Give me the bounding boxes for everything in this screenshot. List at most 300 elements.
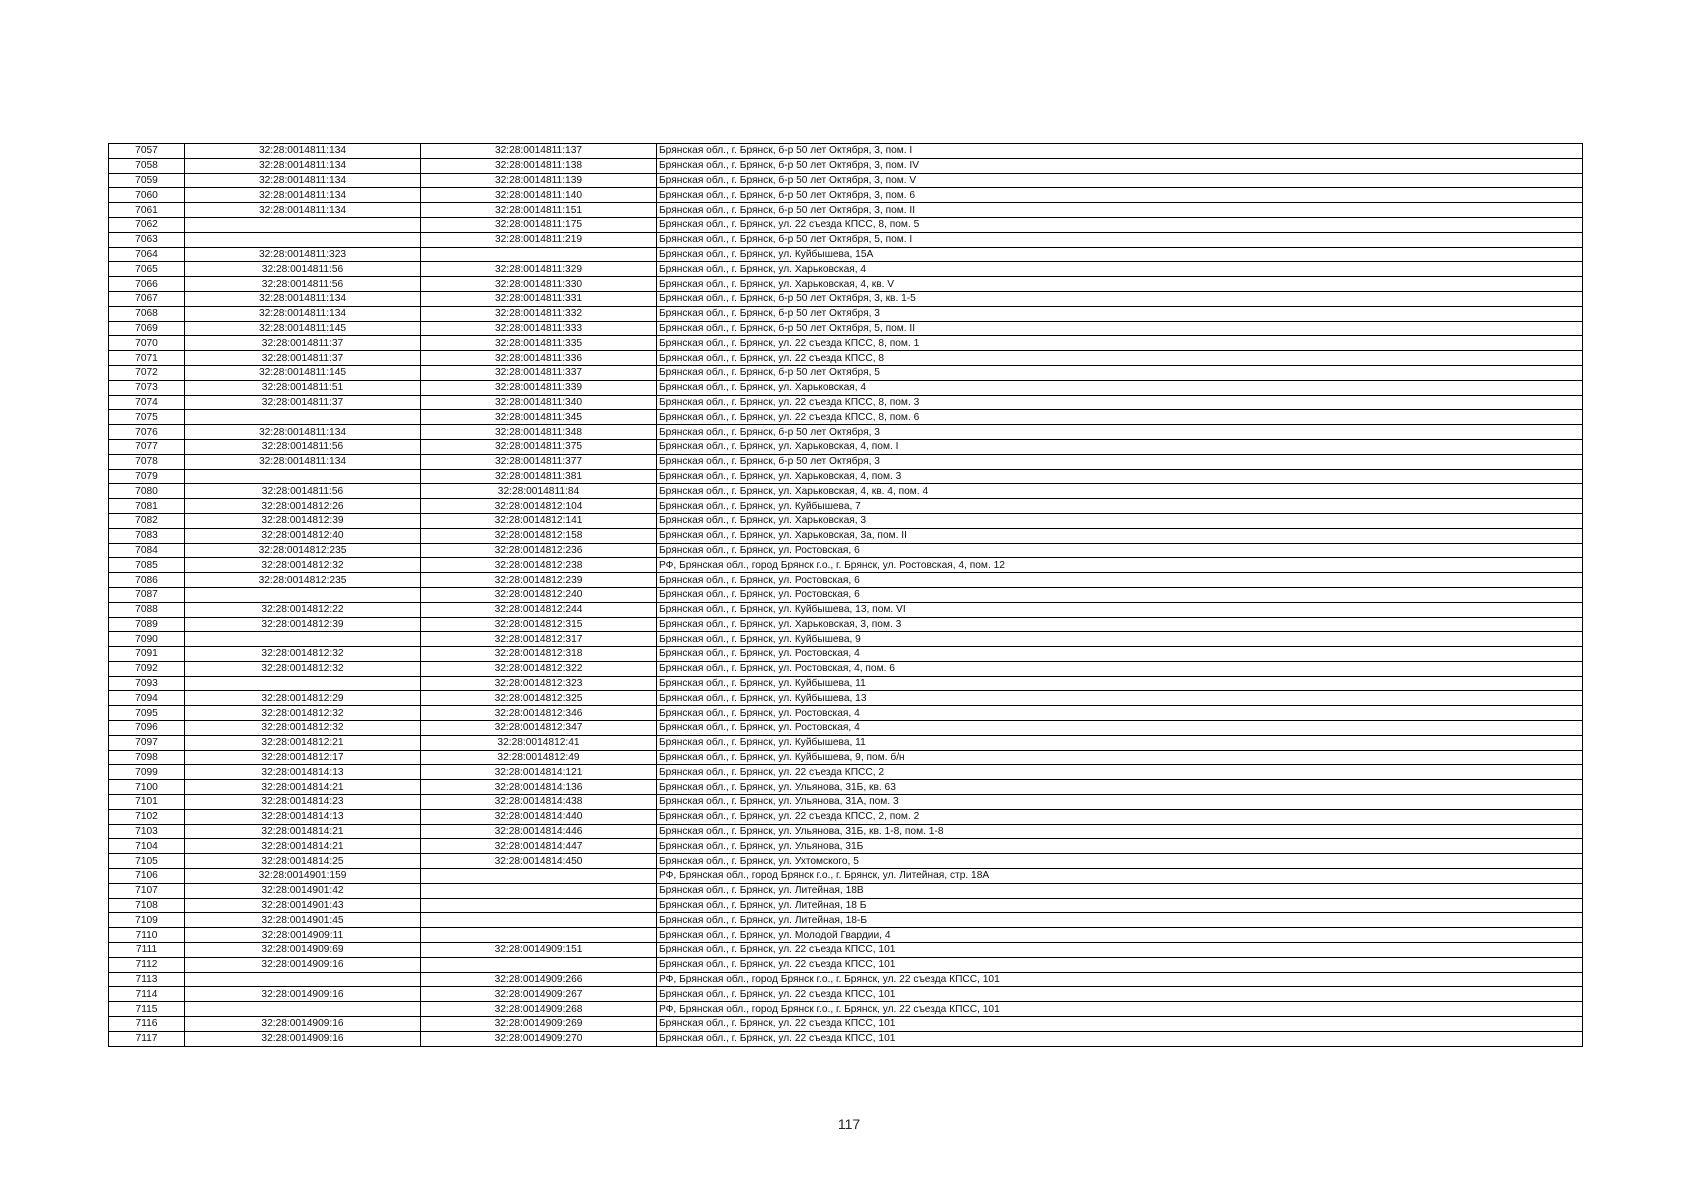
row-number-cell: 7112 <box>109 957 185 972</box>
table-row <box>109 291 1583 306</box>
cadastral-number-cell: 32:28:0014811:56 <box>185 439 421 454</box>
table-row <box>109 750 1583 765</box>
cadastral-number-cell: 32:28:0014811:145 <box>185 365 421 380</box>
cadastral-number-cell: 32:28:0014811:37 <box>185 351 421 366</box>
object-cadastral-number-cell: 32:28:0014811:337 <box>421 365 657 380</box>
cadastral-number-cell: 32:28:0014814:13 <box>185 809 421 824</box>
cadastral-number-cell: 32:28:0014811:134 <box>185 188 421 203</box>
table-row <box>109 513 1583 528</box>
row-number-cell: 7070 <box>109 336 185 351</box>
row-number-cell: 7113 <box>109 972 185 987</box>
table-row <box>109 632 1583 647</box>
table-row <box>109 454 1583 469</box>
cadastral-number-cell: 32:28:0014909:16 <box>185 1017 421 1032</box>
cadastral-number-cell: 32:28:0014811:56 <box>185 484 421 499</box>
cadastral-number-cell: 32:28:0014814:25 <box>185 854 421 869</box>
cadastral-number-cell: 32:28:0014812:32 <box>185 661 421 676</box>
cadastral-number-cell: 32:28:0014909:16 <box>185 1031 421 1046</box>
object-cadastral-number-cell: 32:28:0014811:84 <box>421 484 657 499</box>
cadastral-number-cell: 32:28:0014909:16 <box>185 957 421 972</box>
address-cell: Брянская обл., г. Брянск, ул. Куйбышева, 15А <box>657 247 1583 262</box>
table-row <box>109 809 1583 824</box>
address-cell: Брянская обл., г. Брянск, б-р 50 лет Октября, 3, пом. I <box>657 144 1583 159</box>
object-cadastral-number-cell: 32:28:0014811:219 <box>421 232 657 247</box>
object-cadastral-number-cell: 32:28:0014812:323 <box>421 676 657 691</box>
row-number-cell: 7104 <box>109 839 185 854</box>
row-number-cell: 7095 <box>109 706 185 721</box>
cadastral-number-cell: 32:28:0014811:56 <box>185 277 421 292</box>
object-cadastral-number-cell <box>421 957 657 972</box>
cadastral-number-cell: 32:28:0014812:32 <box>185 721 421 736</box>
row-number-cell: 7088 <box>109 602 185 617</box>
address-cell: Брянская обл., г. Брянск, ул. Молодой Гвардии, 4 <box>657 928 1583 943</box>
address-cell: Брянская обл., г. Брянск, ул. Ульянова, 31Б, кв. 63 <box>657 780 1583 795</box>
table-row <box>109 706 1583 721</box>
table-row <box>109 365 1583 380</box>
table-row <box>109 217 1583 232</box>
cadastral-number-cell: 32:28:0014901:43 <box>185 898 421 913</box>
object-cadastral-number-cell: 32:28:0014812:346 <box>421 706 657 721</box>
object-cadastral-number-cell: 32:28:0014812:104 <box>421 499 657 514</box>
object-cadastral-number-cell <box>421 247 657 262</box>
row-number-cell: 7059 <box>109 173 185 188</box>
address-cell: Брянская обл., г. Брянск, б-р 50 лет Октября, 3, пом. V <box>657 173 1583 188</box>
address-cell: Брянская обл., г. Брянск, ул. 22 съезда КПСС, 8, пом. 6 <box>657 410 1583 425</box>
object-cadastral-number-cell: 32:28:0014811:381 <box>421 469 657 484</box>
cadastral-number-cell <box>185 217 421 232</box>
table-row <box>109 987 1583 1002</box>
cadastral-number-cell: 32:28:0014812:39 <box>185 617 421 632</box>
table-row <box>109 247 1583 262</box>
row-number-cell: 7096 <box>109 721 185 736</box>
address-cell: Брянская обл., г. Брянск, б-р 50 лет Октября, 3, пом. IV <box>657 158 1583 173</box>
row-number-cell: 7065 <box>109 262 185 277</box>
object-cadastral-number-cell: 32:28:0014811:339 <box>421 380 657 395</box>
object-cadastral-number-cell: 32:28:0014812:325 <box>421 691 657 706</box>
address-cell: Брянская обл., г. Брянск, ул. Куйбышева, 9, пом. б/н <box>657 750 1583 765</box>
table-row <box>109 780 1583 795</box>
table-row <box>109 425 1583 440</box>
table-row <box>109 824 1583 839</box>
cadastral-number-cell: 32:28:0014811:134 <box>185 203 421 218</box>
table-row <box>109 173 1583 188</box>
row-number-cell: 7060 <box>109 188 185 203</box>
table-row <box>109 854 1583 869</box>
address-cell: Брянская обл., г. Брянск, б-р 50 лет Октября, 3, пом. 6 <box>657 188 1583 203</box>
cadastral-number-cell <box>185 587 421 602</box>
object-cadastral-number-cell <box>421 883 657 898</box>
cadastral-number-cell: 32:28:0014812:32 <box>185 706 421 721</box>
address-cell: Брянская обл., г. Брянск, ул. Куйбышева, 11 <box>657 676 1583 691</box>
object-cadastral-number-cell: 32:28:0014812:318 <box>421 647 657 662</box>
address-cell: Брянская обл., г. Брянск, ул. Ростовская, 6 <box>657 573 1583 588</box>
address-cell: Брянская обл., г. Брянск, ул. Куйбышева, 9 <box>657 632 1583 647</box>
cadastral-number-cell: 32:28:0014812:235 <box>185 573 421 588</box>
object-cadastral-number-cell: 32:28:0014811:330 <box>421 277 657 292</box>
cadastral-number-cell: 32:28:0014812:26 <box>185 499 421 514</box>
table-row <box>109 869 1583 884</box>
object-cadastral-number-cell: 32:28:0014812:141 <box>421 513 657 528</box>
object-cadastral-number-cell: 32:28:0014814:447 <box>421 839 657 854</box>
row-number-cell: 7079 <box>109 469 185 484</box>
object-cadastral-number-cell: 32:28:0014909:266 <box>421 972 657 987</box>
table-row <box>109 928 1583 943</box>
row-number-cell: 7102 <box>109 809 185 824</box>
row-number-cell: 7089 <box>109 617 185 632</box>
row-number-cell: 7117 <box>109 1031 185 1046</box>
address-cell: Брянская обл., г. Брянск, ул. Харьковская, 4 <box>657 380 1583 395</box>
object-cadastral-number-cell: 32:28:0014909:267 <box>421 987 657 1002</box>
cadastral-number-cell: 32:28:0014812:29 <box>185 691 421 706</box>
row-number-cell: 7093 <box>109 676 185 691</box>
address-cell: Брянская обл., г. Брянск, ул. Харьковская, 3 <box>657 513 1583 528</box>
table-row <box>109 158 1583 173</box>
table-row <box>109 839 1583 854</box>
row-number-cell: 7075 <box>109 410 185 425</box>
object-cadastral-number-cell: 32:28:0014812:239 <box>421 573 657 588</box>
cadastral-number-cell: 32:28:0014814:21 <box>185 824 421 839</box>
row-number-cell: 7094 <box>109 691 185 706</box>
row-number-cell: 7068 <box>109 306 185 321</box>
cadastral-number-cell: 32:28:0014812:40 <box>185 528 421 543</box>
object-cadastral-number-cell: 32:28:0014811:140 <box>421 188 657 203</box>
table-row <box>109 898 1583 913</box>
address-cell: Брянская обл., г. Брянск, ул. 22 съезда КПСС, 8 <box>657 351 1583 366</box>
address-cell: Брянская обл., г. Брянск, ул. 22 съезда КПСС, 101 <box>657 987 1583 1002</box>
row-number-cell: 7064 <box>109 247 185 262</box>
row-number-cell: 7085 <box>109 558 185 573</box>
row-number-cell: 7082 <box>109 513 185 528</box>
address-cell: Брянская обл., г. Брянск, ул. 22 съезда КПСС, 8, пом. 1 <box>657 336 1583 351</box>
address-cell: Брянская обл., г. Брянск, ул. Ростовская, 4 <box>657 647 1583 662</box>
cadastral-number-cell: 32:28:0014814:21 <box>185 780 421 795</box>
row-number-cell: 7110 <box>109 928 185 943</box>
address-cell: Брянская обл., г. Брянск, ул. Ульянова, 31Б <box>657 839 1583 854</box>
object-cadastral-number-cell: 32:28:0014812:49 <box>421 750 657 765</box>
address-cell: Брянская обл., г. Брянск, ул. Ростовская, 4 <box>657 706 1583 721</box>
object-cadastral-number-cell: 32:28:0014811:377 <box>421 454 657 469</box>
object-cadastral-number-cell: 32:28:0014812:322 <box>421 661 657 676</box>
address-cell: Брянская обл., г. Брянск, б-р 50 лет Октября, 3, кв. 1-5 <box>657 291 1583 306</box>
object-cadastral-number-cell: 32:28:0014811:335 <box>421 336 657 351</box>
cadastral-number-cell <box>185 676 421 691</box>
cadastral-number-cell <box>185 410 421 425</box>
row-number-cell: 7100 <box>109 780 185 795</box>
object-cadastral-number-cell: 32:28:0014811:329 <box>421 262 657 277</box>
object-cadastral-number-cell: 32:28:0014909:268 <box>421 1002 657 1017</box>
address-cell: Брянская обл., г. Брянск, ул. Харьковская, 4, пом. 3 <box>657 469 1583 484</box>
table-row <box>109 262 1583 277</box>
row-number-cell: 7067 <box>109 291 185 306</box>
object-cadastral-number-cell: 32:28:0014814:121 <box>421 765 657 780</box>
table-row <box>109 661 1583 676</box>
address-cell: Брянская обл., г. Брянск, ул. Ростовская, 4 <box>657 721 1583 736</box>
address-cell: Брянская обл., г. Брянск, ул. 22 съезда КПСС, 2, пом. 2 <box>657 809 1583 824</box>
table-row <box>109 410 1583 425</box>
address-cell: РФ, Брянская обл., город Брянск г.о., г. Брянск, ул. Ростовская, 4, пом. 12 <box>657 558 1583 573</box>
table-row <box>109 469 1583 484</box>
cadastral-number-cell: 32:28:0014909:11 <box>185 928 421 943</box>
address-cell: Брянская обл., г. Брянск, ул. Литейная, 18 Б <box>657 898 1583 913</box>
address-cell: Брянская обл., г. Брянск, ул. Куйбышева, 11 <box>657 735 1583 750</box>
object-cadastral-number-cell: 32:28:0014811:345 <box>421 410 657 425</box>
cadastral-number-cell: 32:28:0014901:159 <box>185 869 421 884</box>
address-cell: Брянская обл., г. Брянск, ул. Ухтомского, 5 <box>657 854 1583 869</box>
object-cadastral-number-cell: 32:28:0014811:336 <box>421 351 657 366</box>
object-cadastral-number-cell: 32:28:0014811:348 <box>421 425 657 440</box>
object-cadastral-number-cell: 32:28:0014811:137 <box>421 144 657 159</box>
address-cell: Брянская обл., г. Брянск, б-р 50 лет Октября, 3, пом. II <box>657 203 1583 218</box>
table-row <box>109 735 1583 750</box>
object-cadastral-number-cell: 32:28:0014811:375 <box>421 439 657 454</box>
table-row <box>109 721 1583 736</box>
address-cell: Брянская обл., г. Брянск, ул. 22 съезда КПСС, 2 <box>657 765 1583 780</box>
address-cell: Брянская обл., г. Брянск, ул. 22 съезда КПСС, 8, пом. 5 <box>657 217 1583 232</box>
row-number-cell: 7109 <box>109 913 185 928</box>
address-cell: РФ, Брянская обл., город Брянск г.о., г. Брянск, ул. 22 съезда КПСС, 101 <box>657 1002 1583 1017</box>
row-number-cell: 7077 <box>109 439 185 454</box>
table-row <box>109 587 1583 602</box>
cadastral-number-cell: 32:28:0014811:134 <box>185 173 421 188</box>
table-row <box>109 1017 1583 1032</box>
address-cell: Брянская обл., г. Брянск, ул. Харьковская, 4, кв. V <box>657 277 1583 292</box>
cadastral-number-cell: 32:28:0014812:39 <box>185 513 421 528</box>
object-cadastral-number-cell: 32:28:0014812:236 <box>421 543 657 558</box>
object-cadastral-number-cell: 32:28:0014812:41 <box>421 735 657 750</box>
address-cell: Брянская обл., г. Брянск, ул. Ростовская, 6 <box>657 543 1583 558</box>
cadastral-number-cell: 32:28:0014812:32 <box>185 558 421 573</box>
object-cadastral-number-cell: 32:28:0014811:331 <box>421 291 657 306</box>
row-number-cell: 7092 <box>109 661 185 676</box>
address-cell: Брянская обл., г. Брянск, ул. Харьковская, 4, кв. 4, пом. 4 <box>657 484 1583 499</box>
table-row <box>109 484 1583 499</box>
cadastral-number-cell: 32:28:0014901:42 <box>185 883 421 898</box>
object-cadastral-number-cell: 32:28:0014909:269 <box>421 1017 657 1032</box>
address-cell: Брянская обл., г. Брянск, ул. Ульянова, 31Б, кв. 1-8, пом. 1-8 <box>657 824 1583 839</box>
object-cadastral-number-cell: 32:28:0014814:440 <box>421 809 657 824</box>
table-row <box>109 1031 1583 1046</box>
cadastral-number-cell: 32:28:0014909:69 <box>185 943 421 958</box>
row-number-cell: 7062 <box>109 217 185 232</box>
object-cadastral-number-cell: 32:28:0014909:270 <box>421 1031 657 1046</box>
row-number-cell: 7078 <box>109 454 185 469</box>
address-cell: Брянская обл., г. Брянск, б-р 50 лет Октября, 3 <box>657 306 1583 321</box>
address-cell: Брянская обл., г. Брянск, ул. Харьковская, 4, пом. I <box>657 439 1583 454</box>
table-row <box>109 321 1583 336</box>
object-cadastral-number-cell <box>421 898 657 913</box>
table-row <box>109 883 1583 898</box>
page-number: 117 <box>837 1116 861 1132</box>
object-cadastral-number-cell: 32:28:0014812:315 <box>421 617 657 632</box>
cadastral-number-cell: 32:28:0014814:13 <box>185 765 421 780</box>
address-cell: Брянская обл., г. Брянск, ул. Ростовская, 4, пом. 6 <box>657 661 1583 676</box>
object-cadastral-number-cell: 32:28:0014811:340 <box>421 395 657 410</box>
address-cell: Брянская обл., г. Брянск, ул. 22 съезда КПСС, 101 <box>657 943 1583 958</box>
table-row <box>109 957 1583 972</box>
registry-table-body <box>109 144 1583 1047</box>
object-cadastral-number-cell: 32:28:0014812:240 <box>421 587 657 602</box>
table-row <box>109 765 1583 780</box>
table-row <box>109 439 1583 454</box>
table-row <box>109 691 1583 706</box>
row-number-cell: 7066 <box>109 277 185 292</box>
cadastral-number-cell: 32:28:0014814:23 <box>185 795 421 810</box>
table-row <box>109 499 1583 514</box>
row-number-cell: 7071 <box>109 351 185 366</box>
object-cadastral-number-cell <box>421 869 657 884</box>
row-number-cell: 7061 <box>109 203 185 218</box>
cadastral-number-cell: 32:28:0014909:16 <box>185 987 421 1002</box>
address-cell: Брянская обл., г. Брянск, ул. Литейная, 18В <box>657 883 1583 898</box>
row-number-cell: 7058 <box>109 158 185 173</box>
row-number-cell: 7091 <box>109 647 185 662</box>
address-cell: РФ, Брянская обл., город Брянск г.о., г. Брянск, ул. 22 съезда КПСС, 101 <box>657 972 1583 987</box>
address-cell: Брянская обл., г. Брянск, б-р 50 лет Октября, 5, пом. II <box>657 321 1583 336</box>
row-number-cell: 7083 <box>109 528 185 543</box>
row-number-cell: 7074 <box>109 395 185 410</box>
cadastral-number-cell: 32:28:0014811:56 <box>185 262 421 277</box>
row-number-cell: 7108 <box>109 898 185 913</box>
table-row <box>109 380 1583 395</box>
cadastral-number-cell: 32:28:0014811:37 <box>185 395 421 410</box>
table-row <box>109 943 1583 958</box>
cadastral-number-cell <box>185 469 421 484</box>
cadastral-number-cell <box>185 1002 421 1017</box>
cadastral-number-cell: 32:28:0014812:22 <box>185 602 421 617</box>
address-cell: Брянская обл., г. Брянск, б-р 50 лет Октября, 5, пом. I <box>657 232 1583 247</box>
table-row <box>109 306 1583 321</box>
address-cell: Брянская обл., г. Брянск, ул. Ульянова, 31А, пом. 3 <box>657 795 1583 810</box>
object-cadastral-number-cell: 32:28:0014811:333 <box>421 321 657 336</box>
object-cadastral-number-cell: 32:28:0014812:158 <box>421 528 657 543</box>
row-number-cell: 7099 <box>109 765 185 780</box>
row-number-cell: 7106 <box>109 869 185 884</box>
table-row <box>109 232 1583 247</box>
row-number-cell: 7114 <box>109 987 185 1002</box>
cadastral-number-cell <box>185 632 421 647</box>
row-number-cell: 7087 <box>109 587 185 602</box>
cadastral-number-cell: 32:28:0014811:323 <box>185 247 421 262</box>
object-cadastral-number-cell: 32:28:0014811:139 <box>421 173 657 188</box>
cadastral-number-cell: 32:28:0014812:32 <box>185 647 421 662</box>
address-cell: Брянская обл., г. Брянск, ул. Куйбышева, 13, пом. VI <box>657 602 1583 617</box>
address-cell: Брянская обл., г. Брянск, ул. Харьковская, 4 <box>657 262 1583 277</box>
address-cell: Брянская обл., г. Брянск, б-р 50 лет Октября, 3 <box>657 425 1583 440</box>
cadastral-number-cell: 32:28:0014812:21 <box>185 735 421 750</box>
table-row <box>109 913 1583 928</box>
address-cell: РФ, Брянская обл., город Брянск г.о., г. Брянск, ул. Литейная, стр. 18А <box>657 869 1583 884</box>
cadastral-number-cell: 32:28:0014811:37 <box>185 336 421 351</box>
table-row <box>109 795 1583 810</box>
row-number-cell: 7103 <box>109 824 185 839</box>
table-row <box>109 144 1583 159</box>
address-cell: Брянская обл., г. Брянск, ул. Литейная, 18-Б <box>657 913 1583 928</box>
object-cadastral-number-cell: 32:28:0014814:438 <box>421 795 657 810</box>
table-row <box>109 676 1583 691</box>
table-row <box>109 277 1583 292</box>
table-row <box>109 972 1583 987</box>
row-number-cell: 7101 <box>109 795 185 810</box>
table-row <box>109 602 1583 617</box>
row-number-cell: 7069 <box>109 321 185 336</box>
object-cadastral-number-cell: 32:28:0014814:136 <box>421 780 657 795</box>
table-row <box>109 647 1583 662</box>
row-number-cell: 7072 <box>109 365 185 380</box>
object-cadastral-number-cell: 32:28:0014811:175 <box>421 217 657 232</box>
table-row <box>109 573 1583 588</box>
cadastral-number-cell: 32:28:0014811:134 <box>185 454 421 469</box>
row-number-cell: 7090 <box>109 632 185 647</box>
address-cell: Брянская обл., г. Брянск, ул. 22 съезда КПСС, 101 <box>657 1031 1583 1046</box>
row-number-cell: 7111 <box>109 943 185 958</box>
address-cell: Брянская обл., г. Брянск, ул. Куйбышева, 13 <box>657 691 1583 706</box>
cadastral-number-cell: 32:28:0014811:134 <box>185 306 421 321</box>
row-number-cell: 7063 <box>109 232 185 247</box>
table-row <box>109 543 1583 558</box>
row-number-cell: 7076 <box>109 425 185 440</box>
cadastral-number-cell: 32:28:0014811:51 <box>185 380 421 395</box>
table-row <box>109 188 1583 203</box>
address-cell: Брянская обл., г. Брянск, ул. Харьковская, 3, пом. 3 <box>657 617 1583 632</box>
address-cell: Брянская обл., г. Брянск, ул. 22 съезда КПСС, 101 <box>657 1017 1583 1032</box>
cadastral-number-cell: 32:28:0014811:134 <box>185 291 421 306</box>
cadastral-number-cell: 32:28:0014814:21 <box>185 839 421 854</box>
object-cadastral-number-cell <box>421 913 657 928</box>
object-cadastral-number-cell: 32:28:0014814:450 <box>421 854 657 869</box>
row-number-cell: 7086 <box>109 573 185 588</box>
row-number-cell: 7057 <box>109 144 185 159</box>
cadastral-number-cell: 32:28:0014811:134 <box>185 144 421 159</box>
row-number-cell: 7105 <box>109 854 185 869</box>
row-number-cell: 7116 <box>109 1017 185 1032</box>
address-cell: Брянская обл., г. Брянск, ул. Харьковская, 3а, пом. II <box>657 528 1583 543</box>
registry-table <box>108 143 1583 1047</box>
address-cell: Брянская обл., г. Брянск, ул. Куйбышева, 7 <box>657 499 1583 514</box>
row-number-cell: 7097 <box>109 735 185 750</box>
row-number-cell: 7115 <box>109 1002 185 1017</box>
object-cadastral-number-cell: 32:28:0014909:151 <box>421 943 657 958</box>
cadastral-number-cell: 32:28:0014812:17 <box>185 750 421 765</box>
address-cell: Брянская обл., г. Брянск, б-р 50 лет Октября, 5 <box>657 365 1583 380</box>
row-number-cell: 7080 <box>109 484 185 499</box>
table-row <box>109 558 1583 573</box>
cadastral-number-cell: 32:28:0014901:45 <box>185 913 421 928</box>
cadastral-number-cell: 32:28:0014811:134 <box>185 425 421 440</box>
table-row <box>109 203 1583 218</box>
row-number-cell: 7098 <box>109 750 185 765</box>
object-cadastral-number-cell: 32:28:0014811:138 <box>421 158 657 173</box>
object-cadastral-number-cell: 32:28:0014811:332 <box>421 306 657 321</box>
table-row <box>109 395 1583 410</box>
cadastral-number-cell: 32:28:0014811:145 <box>185 321 421 336</box>
row-number-cell: 7084 <box>109 543 185 558</box>
object-cadastral-number-cell: 32:28:0014812:244 <box>421 602 657 617</box>
object-cadastral-number-cell <box>421 928 657 943</box>
row-number-cell: 7081 <box>109 499 185 514</box>
row-number-cell: 7073 <box>109 380 185 395</box>
table-row <box>109 617 1583 632</box>
object-cadastral-number-cell: 32:28:0014811:151 <box>421 203 657 218</box>
table-row <box>109 351 1583 366</box>
cadastral-number-cell: 32:28:0014812:235 <box>185 543 421 558</box>
object-cadastral-number-cell: 32:28:0014812:238 <box>421 558 657 573</box>
address-cell: Брянская обл., г. Брянск, ул. 22 съезда КПСС, 101 <box>657 957 1583 972</box>
address-cell: Брянская обл., г. Брянск, ул. Ростовская, 6 <box>657 587 1583 602</box>
address-cell: Брянская обл., г. Брянск, б-р 50 лет Октября, 3 <box>657 454 1583 469</box>
cadastral-number-cell: 32:28:0014811:134 <box>185 158 421 173</box>
cadastral-number-cell <box>185 972 421 987</box>
object-cadastral-number-cell: 32:28:0014814:446 <box>421 824 657 839</box>
